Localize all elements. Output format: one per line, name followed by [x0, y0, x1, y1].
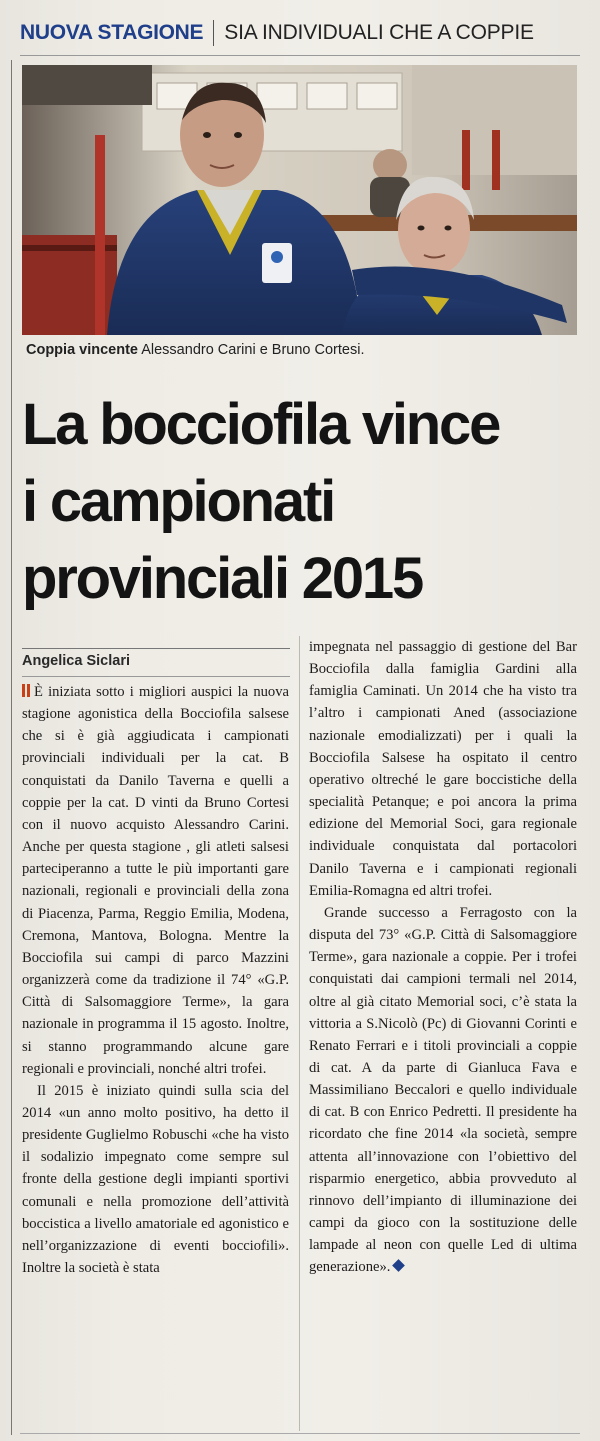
end-of-article-icon: [393, 1260, 406, 1273]
column-rule: [299, 636, 300, 1431]
section-subkicker: SIA INDIVIDUALI CHE A COPPIE: [224, 21, 534, 44]
headline-line-1: La bocciofila vince: [22, 392, 500, 457]
article-column-2: [309, 636, 577, 1279]
photo-players-illustration: [22, 65, 577, 335]
header-rule: [20, 55, 580, 56]
section-header: [20, 16, 580, 50]
article-paragraph-3: impegnata nel passaggio di gestione del Bar Bocciofila dalla famiglia Gardini alla famiglia Caminati. Un 2014 che ha visto tra l’altro i campionati Aned (associazione nazionale emodializzati) per i quali la Bocciofila Salsese ha ospitato il centro operativo oltreché le gare boccistiche della specialità Petanque; e poi ancora la prima edizione del Memorial Soci, gara regionale individuale conquistata dal portacolori Danilo Taverna e i campionati regionali Emilia-Romagna ed altri trofei.: [309, 639, 577, 899]
article-photo: [22, 65, 577, 335]
caption-lead: Coppia vincente: [26, 342, 138, 358]
section-kicker: NUOVA STAGIONE: [20, 21, 204, 44]
headline-line-2: i campionati: [22, 469, 334, 534]
caption-text: Alessandro Carini e Bruno Cortesi.: [138, 342, 365, 358]
paragraph-4-text: Grande successo a Ferragosto con la disputa del 73° «G.P. Città di Salsomaggiore Terme», gara nazionale a coppie. Per i trofei conquistati dai campioni termali nel 2014, oltre al già citato Memorial soci, c’è stata la vittoria a S.Nicolò (Pc) di Giovanni Corinti e Renato Ferrari e i titoli provinciali a coppie di cat. A da parte di Gianluca Fava e Massimiliano Beccalori e quello individuale di cat. B con Enrico Pedretti. Il presidente ha ricordato che fine 2014 «la società, sempre attenta all’innovazione con l’obiettivo del risparmio energetico, abbia provveduto al rinnovo dell’impianto di illuminazione dei campi da gioco con la sostituzione delle lampade al neon con quelle Led di ultima generazione».: [309, 904, 577, 1276]
byline-rule-top: [22, 648, 290, 649]
page-edge-rule: [11, 60, 12, 1435]
photo-caption: [26, 342, 586, 358]
article-paragraph-2: Il 2015 è iniziato quindi sulla scia del 2014 «un anno molto positivo, ha detto il presidente Guglielmo Robuschi «che ha visto il sodalizio impegnato come sempre sul fronte della gestione degli impianti sportivi comunali e nella promozione dell’attività boccistica a livello amatoriale ed agonistico e nell’organizzazione di eventi bocciofili». Inoltre la società è stata: [22, 1082, 289, 1277]
byline-rule-bottom: [22, 676, 290, 677]
article-paragraph-1: [22, 681, 289, 1080]
paragraph-marker-icon: [22, 684, 30, 697]
article-paragraph-4: [309, 902, 577, 1279]
kicker-separator: [213, 20, 214, 46]
bottom-rule: [20, 1433, 580, 1434]
headline-line-3: provinciali 2015: [22, 546, 423, 611]
paragraph-1-text: È iniziata sotto i migliori auspici la nuova stagione agonistica della Bocciofila salsese che si è già aggiudicata i campionati provinciali individuali per la cat. B conquistati da Danilo Taverna e quelli a coppie per la cat. D vinti da Bruno Cortesi con il nuovo acquisto Alessandro Carini. Anche per questa stagione , gli atleti salsesi parteciperanno a tutte le più importanti gare nazionali, regionali e provinciali della zona di Piacenza, Parma, Reggio Emilia, Modena, Cremona, Mantova, Bologna. Mentre la Bocciofila sui campi di parco Mazzini organizzerà come da tradizione il 74° «G.P. Città di Salsomaggiore Terme», la gara nazionale in programma il 15 agosto. Inoltre, si stanno programmando alcune gare regionali e provinciali, nonché altri trofei.: [22, 684, 289, 1077]
author-byline: Angelica Siclari: [22, 653, 130, 669]
article-headline: [22, 386, 582, 617]
article-column-1: [22, 681, 289, 1279]
